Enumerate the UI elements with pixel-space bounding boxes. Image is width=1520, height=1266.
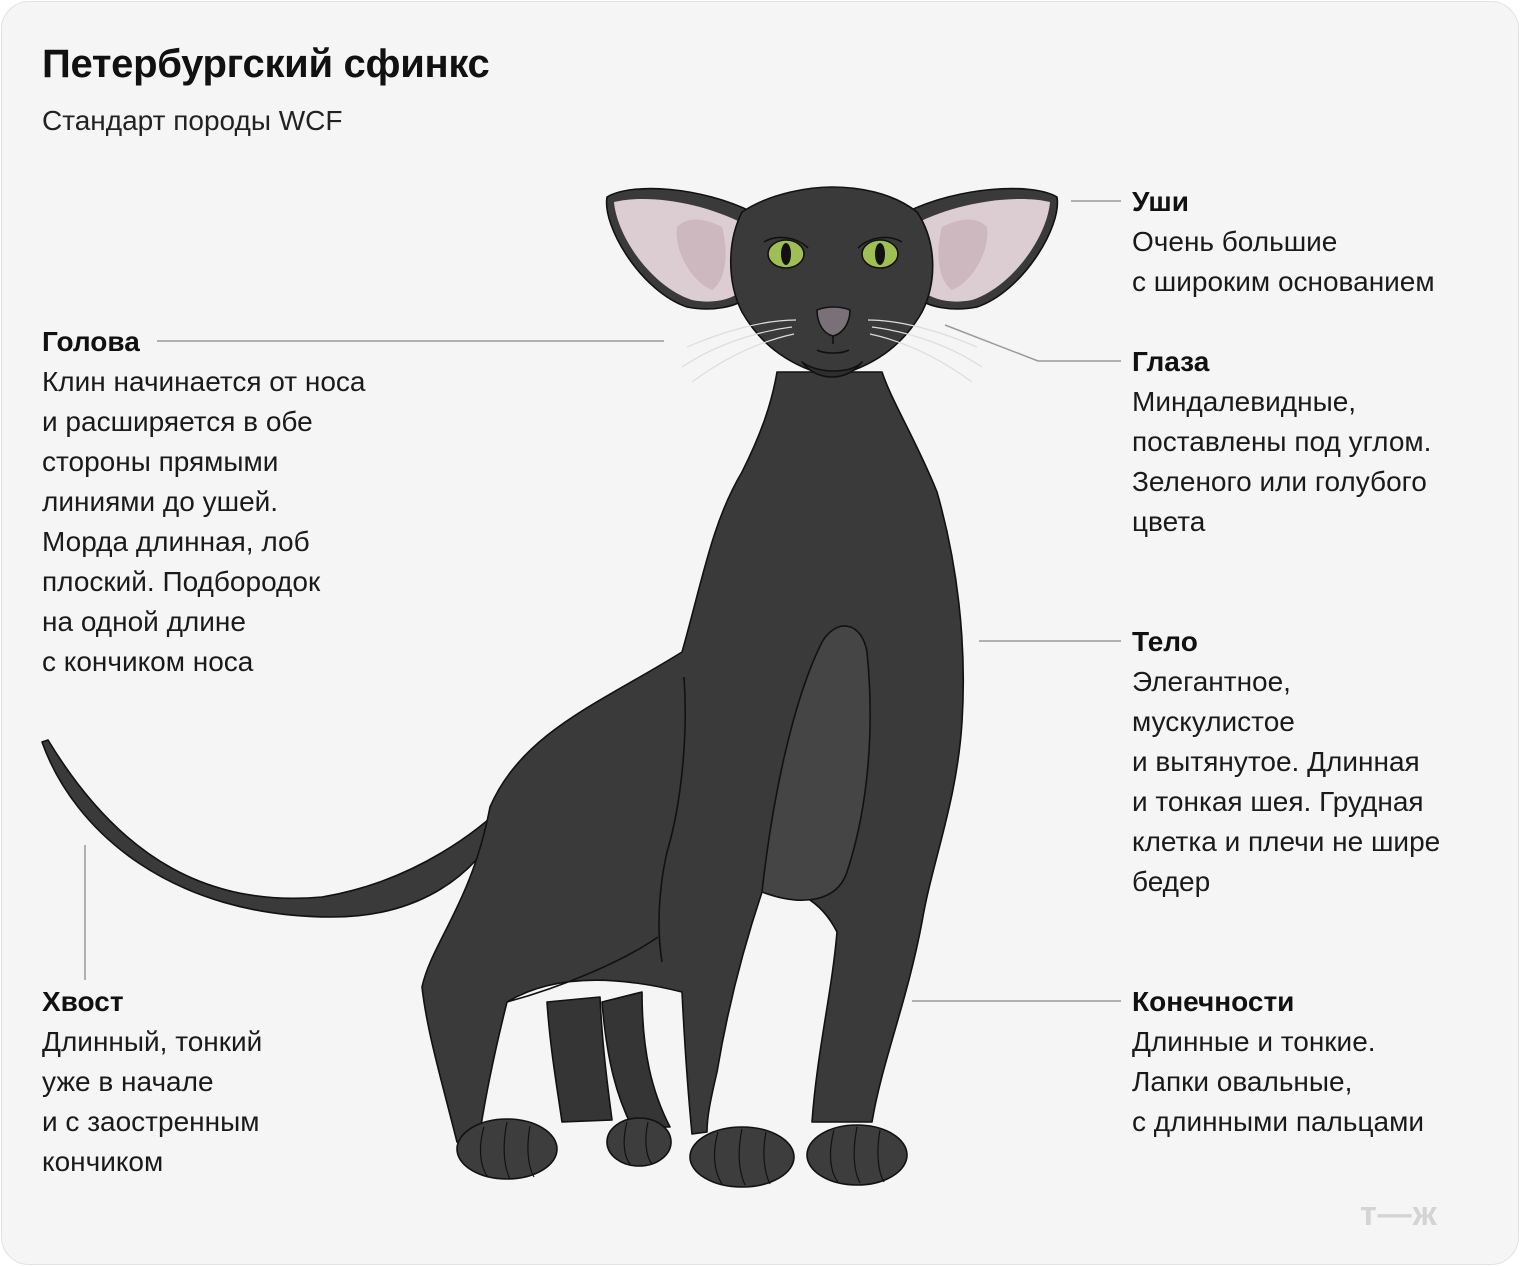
annotation-text: Клин начинается от носа (42, 366, 366, 397)
annotation-text: Длинные и тонкие. (1132, 1026, 1376, 1057)
annotation-text: Лапки овальные, (1132, 1066, 1353, 1097)
annotation-text: клетка и плечи не шире (1132, 826, 1441, 857)
annotation-text: мускулистое (1132, 706, 1295, 737)
annotation-heading: Хвост (42, 986, 124, 1017)
eyes-leader-line (945, 325, 1121, 361)
annotation-text: и с заостренным (42, 1106, 260, 1137)
annotation-heading: Глаза (1132, 346, 1210, 377)
annotation-text: и тонкая шея. Грудная (1132, 786, 1424, 817)
left-pupil (781, 243, 791, 265)
annotation-heading: Конечности (1132, 986, 1295, 1017)
body-shape (422, 372, 963, 1142)
annotation-text: бедер (1132, 866, 1211, 897)
annotation-heading: Голова (42, 326, 140, 357)
annotation-text: уже в начале (42, 1066, 214, 1097)
annotation-text: Зеленого или голубого (1132, 466, 1427, 497)
tail-shape (42, 740, 522, 917)
annotation-text: с длинными пальцами (1132, 1106, 1424, 1137)
annotation-limbs (1132, 982, 1424, 1142)
page-subtitle: Стандарт породы WCF (42, 105, 343, 136)
annotation-text: на одной длине (42, 606, 246, 637)
back-leg-far (547, 997, 612, 1122)
annotation-text: Элегантное, (1132, 666, 1291, 697)
paw-back-right (607, 1118, 671, 1166)
annotation-text: линиями до ушей. (42, 486, 279, 517)
annotation-eyes (1132, 342, 1431, 542)
annotation-body (1132, 622, 1440, 902)
annotation-text: плоский. Подбородок (42, 566, 321, 597)
annotation-text: и расширяется в обе (42, 406, 313, 437)
annotation-text: Миндалевидные, (1132, 386, 1357, 417)
back-leg-inner (602, 992, 670, 1127)
page-title: Петербургский сфинкс (42, 42, 490, 86)
annotation-tail (42, 982, 262, 1182)
annotation-heading: Тело (1132, 626, 1198, 657)
annotation-text: Морда длинная, лоб (42, 526, 310, 557)
annotation-text: поставлены под углом. (1132, 426, 1432, 457)
annotation-text: цвета (1132, 506, 1206, 537)
paws (457, 1118, 907, 1187)
head-shape (731, 187, 933, 377)
annotation-text: с широким основанием (1132, 266, 1435, 297)
annotation-ears (1132, 182, 1435, 302)
annotation-text: кончиком (42, 1146, 164, 1177)
annotation-heading: Уши (1132, 186, 1189, 217)
right-pupil (875, 243, 885, 265)
annotation-text: Длинный, тонкий (42, 1026, 263, 1057)
annotation-text: с кончиком носа (42, 646, 254, 677)
annotation-text: и вытянутое. Длинная (1132, 746, 1420, 777)
infographic-card (1, 1, 1519, 1265)
annotation-text: стороны прямыми (42, 446, 279, 477)
publisher-logo: т—ж (1360, 1195, 1438, 1233)
annotation-text: Очень большие (1132, 226, 1338, 257)
annotation-head (42, 322, 365, 682)
